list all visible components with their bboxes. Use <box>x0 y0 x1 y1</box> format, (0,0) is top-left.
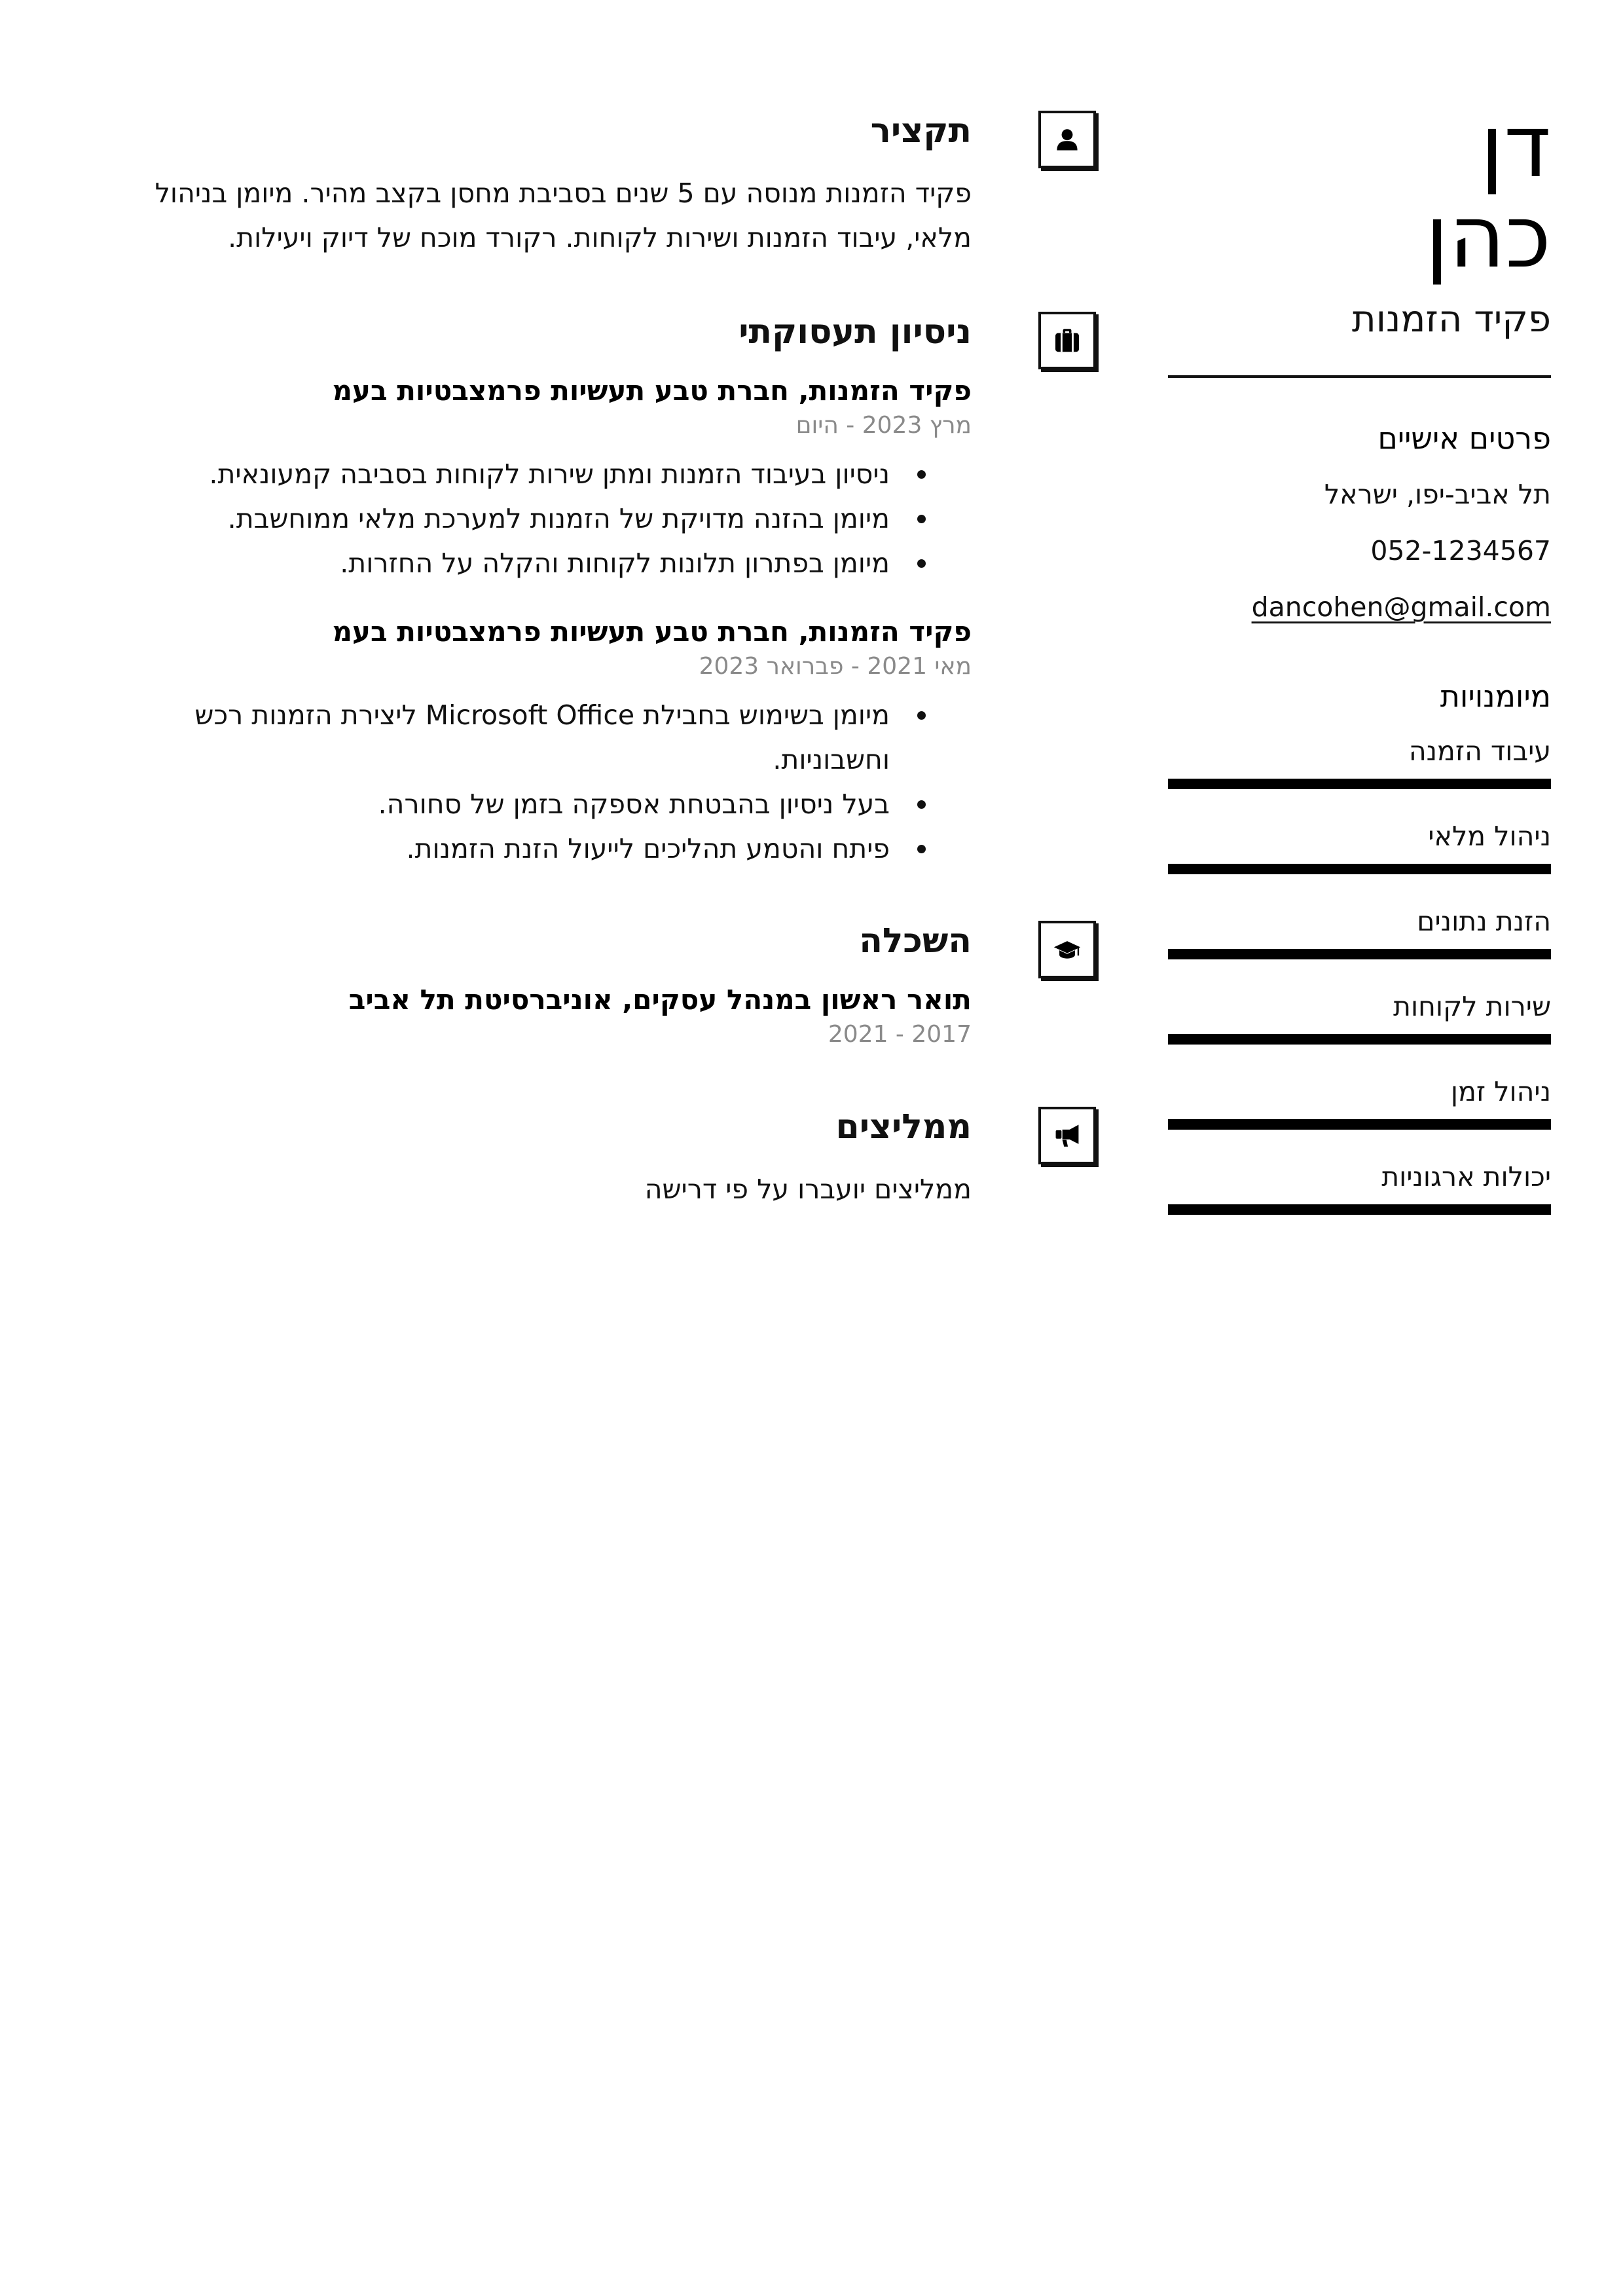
education-title: השכלה <box>859 921 972 961</box>
job-bullets <box>153 452 972 585</box>
sidebar <box>1168 96 1551 1244</box>
skill-label: יכולות ארגוניות <box>1381 1161 1551 1193</box>
job-dates: מאי 2021 - פברואר 2023 <box>699 653 972 680</box>
skill-level-bar <box>1168 1119 1551 1130</box>
skill-level-bar <box>1168 779 1551 789</box>
references-icon-box <box>1038 1107 1096 1164</box>
skill-label: שירות לקוחות <box>1393 991 1551 1022</box>
first-name: דן <box>1480 96 1551 197</box>
job-bullets <box>153 693 972 871</box>
briefcase-icon <box>1053 326 1082 355</box>
skill-item <box>1168 1158 1551 1215</box>
job-bullet: מיומן בפתרון תלונות לקוחות והקלה על החזרות. <box>153 541 890 585</box>
last-name: כהן <box>1425 187 1551 287</box>
job-bullet: מיומן בהזנה מדויקת של הזמנות למערכת מלאי ממוחשבת. <box>153 496 890 541</box>
skill-label: ניהול מלאי <box>1428 821 1551 852</box>
degree-title: תואר ראשון במנהל עסקים, אוניברסיטת תל אביב <box>348 984 972 1016</box>
skill-level-bar <box>1168 949 1551 959</box>
skill-label: הזנת נתונים <box>1417 906 1551 937</box>
job-bullet: בעל ניסיון בהבטחת אספקה בזמן של סחורה. <box>153 782 890 826</box>
location-text: תל אביב-יפו, ישראל <box>1324 479 1551 510</box>
job-entry <box>153 372 972 585</box>
job-dates: מרץ 2023 - היום <box>795 412 972 439</box>
education-section <box>153 918 972 1050</box>
skill-item <box>1168 1073 1551 1130</box>
skills-list <box>1168 733 1551 1215</box>
skill-level-bar <box>1168 864 1551 874</box>
phone-text: 052-1234567 <box>1370 535 1551 566</box>
summary-icon-box <box>1038 111 1096 168</box>
job-title: פקיד הזמנות <box>1351 298 1551 341</box>
user-icon <box>1053 125 1082 154</box>
summary-section <box>153 108 972 260</box>
main-content <box>153 108 972 1212</box>
job-bullet: ניסיון בעיבוד הזמנות ומתן שירות לקוחות בסביבה קמעונאית. <box>153 452 890 496</box>
references-title: ממליצים <box>835 1107 972 1147</box>
email-link[interactable]: dancohen@gmail.com <box>1251 591 1551 623</box>
skill-label: עיבוד הזמנה <box>1408 735 1551 767</box>
summary-title: תקציר <box>870 111 972 151</box>
name-block <box>1168 96 1551 287</box>
job-title-line: פקיד הזמנות, חברת טבע תעשיות פרמצבטיות בעמ <box>332 375 972 407</box>
references-text: ממליצים יועברו על פי דרישה <box>644 1174 972 1205</box>
skill-item <box>1168 818 1551 874</box>
job-bullet: פיתח והטמע תהליכים לייעול הזנת הזמנות. <box>153 826 890 871</box>
references-section <box>153 1104 972 1212</box>
education-icon-box <box>1038 921 1096 978</box>
skill-level-bar <box>1168 1034 1551 1045</box>
experience-section <box>153 309 972 871</box>
personal-details-heading: פרטים אישיים <box>1377 420 1551 456</box>
sidebar-divider <box>1168 375 1551 378</box>
job-title-line: פקיד הזמנות, חברת טבע תעשיות פרמצבטיות בעמ <box>332 616 972 648</box>
skill-level-bar <box>1168 1204 1551 1215</box>
job-bullet: מיומן בשימוש בחבילת Microsoft Office ליצירת הזמנות רכש וחשבוניות. <box>153 693 890 782</box>
education-dates: 2017 - 2021 <box>828 1021 972 1048</box>
experience-title: ניסיון תעסוקתי <box>739 312 972 352</box>
graduation-cap-icon <box>1053 935 1082 964</box>
experience-icon-box <box>1038 312 1096 369</box>
megaphone-icon <box>1053 1121 1082 1150</box>
job-entry <box>153 613 972 871</box>
skill-item <box>1168 988 1551 1045</box>
summary-text: פקיד הזמנות מנוסה עם 5 שנים בסביבת מחסן בקצב מהיר. מיומן בניהול מלאי, עיבוד הזמנות ושירות לקוחות. רקורד מוכח של דיוק ויעילות. <box>155 177 972 253</box>
skill-item <box>1168 903 1551 959</box>
skill-item <box>1168 733 1551 789</box>
skills-heading: מיומנויות <box>1440 678 1551 714</box>
skill-label: ניהול זמן <box>1450 1076 1551 1107</box>
